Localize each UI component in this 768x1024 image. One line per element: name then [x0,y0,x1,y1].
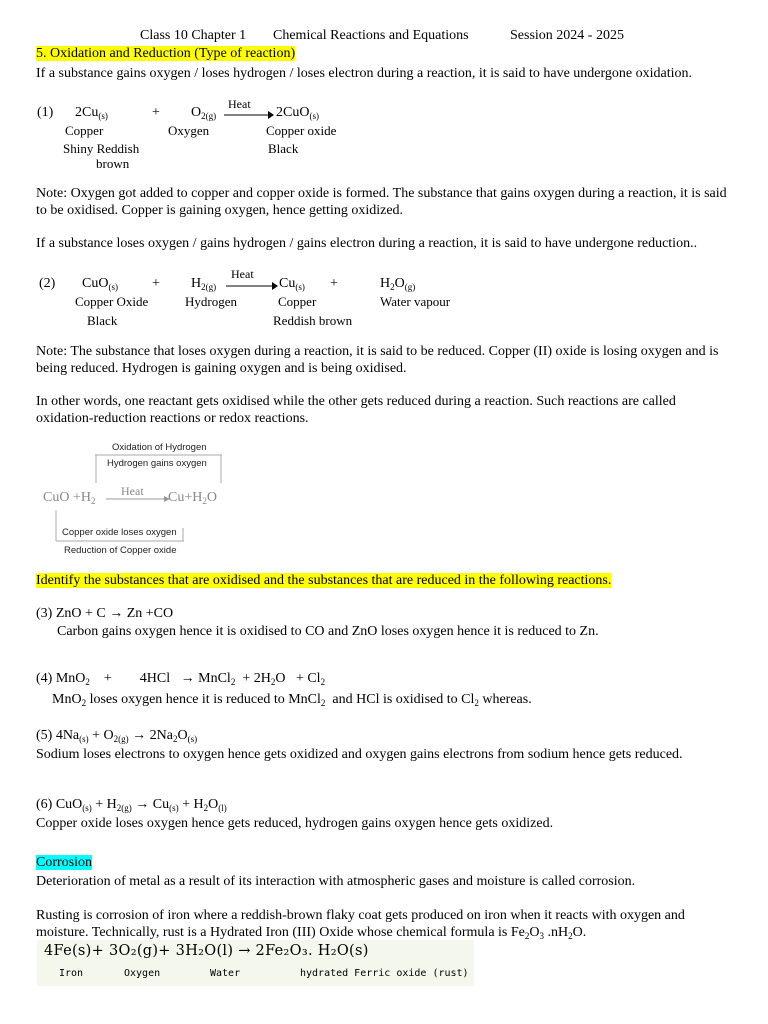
q3-equation: (3) ZnO + C → Zn +CO [36,606,174,621]
eq2-label-cu: Copper [278,294,317,309]
rust-label-iron: Iron [59,968,84,979]
note-2: Note: The substance that loses oxygen during a reaction, it is said to be reduced. Copper (II) oxide is losing oxygen and is being reduced. Hydrogen is gaining oxygen and is being oxidised. [36,344,719,376]
eq1-reactant-1: $2Cu_{(s)}$ [75,105,108,121]
diagram-heat-label: Heat [121,484,144,498]
eq1-label-copper: Copper [65,123,104,138]
eq1-arrow [224,110,274,120]
identify-title: Identify the substances that are oxidised and the substances that are reduced in the following reactions. [36,573,612,588]
eq1-label-oxygen: Oxygen [168,123,210,138]
eq1-number: (1) [37,105,54,120]
eq1-label-copper-desc2: brown [96,156,130,171]
diagram-top-label-1: Oxidation of Hydrogen [112,442,207,453]
diagram-top-label-2: Hydrogen gains oxygen [107,458,207,469]
rusting-paragraph: Rusting is corrosion of iron where a reddish-brown flaky coat gets produced on iron when it reacts with oxygen and moisture. Technically, rust is a Hydrated Iron (III) Oxide whose chemical formula is $Fe_2O_3$ $.nH_2O$. [36,908,685,941]
rust-label-oxygen: Oxygen [124,968,161,979]
eq2-reactant-1: CuO$_{(s)}$ [82,276,118,292]
eq1-label-cuo: Copper oxide [266,123,337,138]
diagram-arrow [106,494,170,504]
diagram-bottom-label-2: Reduction of Copper oxide [64,545,177,556]
reduction-definition: If a substance loses oxygen / gains hydrogen / gains electron during a reaction, it is said to have undergone reduction.. [36,236,698,251]
eq2-number: (2) [39,276,56,291]
eq1-product: 2CuO$_{(s)}$ [276,105,319,121]
rust-label-water: Water [210,968,241,979]
diagram-bottom-label-1: Copper oxide loses oxygen [62,527,177,538]
q4-answer: MnO$_2$ loses oxygen hence it is reduced to MnCl$_2$ and HCl is oxidised to $Cl_2$ whereas. [52,692,532,708]
eq2-label-cuo: Copper Oxide [75,294,149,309]
eq2-plus-2: + [330,276,338,291]
corrosion-title: Corrosion [36,855,92,870]
eq1-heat-label: Heat [228,97,251,111]
q6-equation: (6) $CuO_{(s)} + H_{2(g)} \to Cu_{(s)} + H_2O_{(l)}$ [36,797,227,813]
diagram-eq-left: CuO $+H_2$ [43,490,96,506]
eq1-reactant-2: $O_{2(g)}$ [191,105,217,121]
header-class: Class 10 Chapter 1 [140,28,247,43]
eq2-arrow [226,281,278,291]
header-chapter: Chemical Reactions and Equations [273,28,469,43]
eq2-heat-label: Heat [231,267,254,281]
eq2-plus-1: + [152,276,160,291]
eq2-label-water: Water vapour [380,294,451,309]
eq2-label-cuo-desc: Black [87,313,118,328]
eq2-label-cu-desc: Reddish brown [273,313,353,328]
header-session: Session 2024 - 2025 [510,28,624,43]
q6-answer: Copper oxide loses oxygen hence gets reduced, hydrogen gains oxygen hence gets oxidized. [36,816,554,831]
q5-answer: Sodium loses electrons to oxygen hence gets oxidized and oxygen gains electrons from sodium hence gets reduced. [36,747,683,762]
eq2-product-1: $Cu_{(s)}$ [279,276,305,292]
section-title: 5. Oxidation and Reduction (Type of reaction) [36,46,296,61]
eq2-product-2: $H_2O_{(g)}$ [380,276,416,292]
q3-answer: Carbon gains oxygen hence it is oxidised to CO and ZnO loses oxygen hence it is reduced to Zn. [57,624,599,639]
q4-equation: (4) MnO$_2$ + 4HCl → MnCl$_2$ + $2H_2O + Cl_2$ [36,671,326,687]
eq2-label-h2: Hydrogen [185,294,237,309]
rust-equation: 4Fe(s)+ 3O₂(g)+ 3H₂O(l) → 2Fe₂O₃. H₂O(s) [44,943,369,959]
note-1: Note: Oxygen got added to copper and copper oxide is formed. The substance that gains oxygen during a reaction, it is said to be oxidised. Copper is gaining oxygen, hence getting oxidized. [36,186,727,218]
diagram-eq-right: $Cu+H_2O$ [168,490,217,506]
corrosion-definition: Deterioration of metal as a result of its interaction with atmospheric gases and moisture is called corrosion. [36,874,636,889]
eq2-reactant-2: $H_{2(g)}$ [191,276,217,292]
q5-equation: (5) $4Na_{(s)} + O_{2(g)} \to 2Na_2O_{(s)}$ [36,728,198,744]
eq1-label-copper-desc1: Shiny Reddish [63,141,140,156]
oxidation-definition: If a substance gains oxygen / loses hydrogen / loses electron during a reaction, it is said to have undergone oxidation. [36,66,693,81]
eq1-plus: + [152,105,160,120]
eq1-label-cuo-desc: Black [268,141,299,156]
rust-label-rust: hydrated Ferric oxide (rust) [300,968,469,979]
redox-definition: In other words, one reactant gets oxidised while the other gets reduced during a reaction. Such reactions are called oxidation-reduction reactions or redox reactions. [36,394,676,426]
